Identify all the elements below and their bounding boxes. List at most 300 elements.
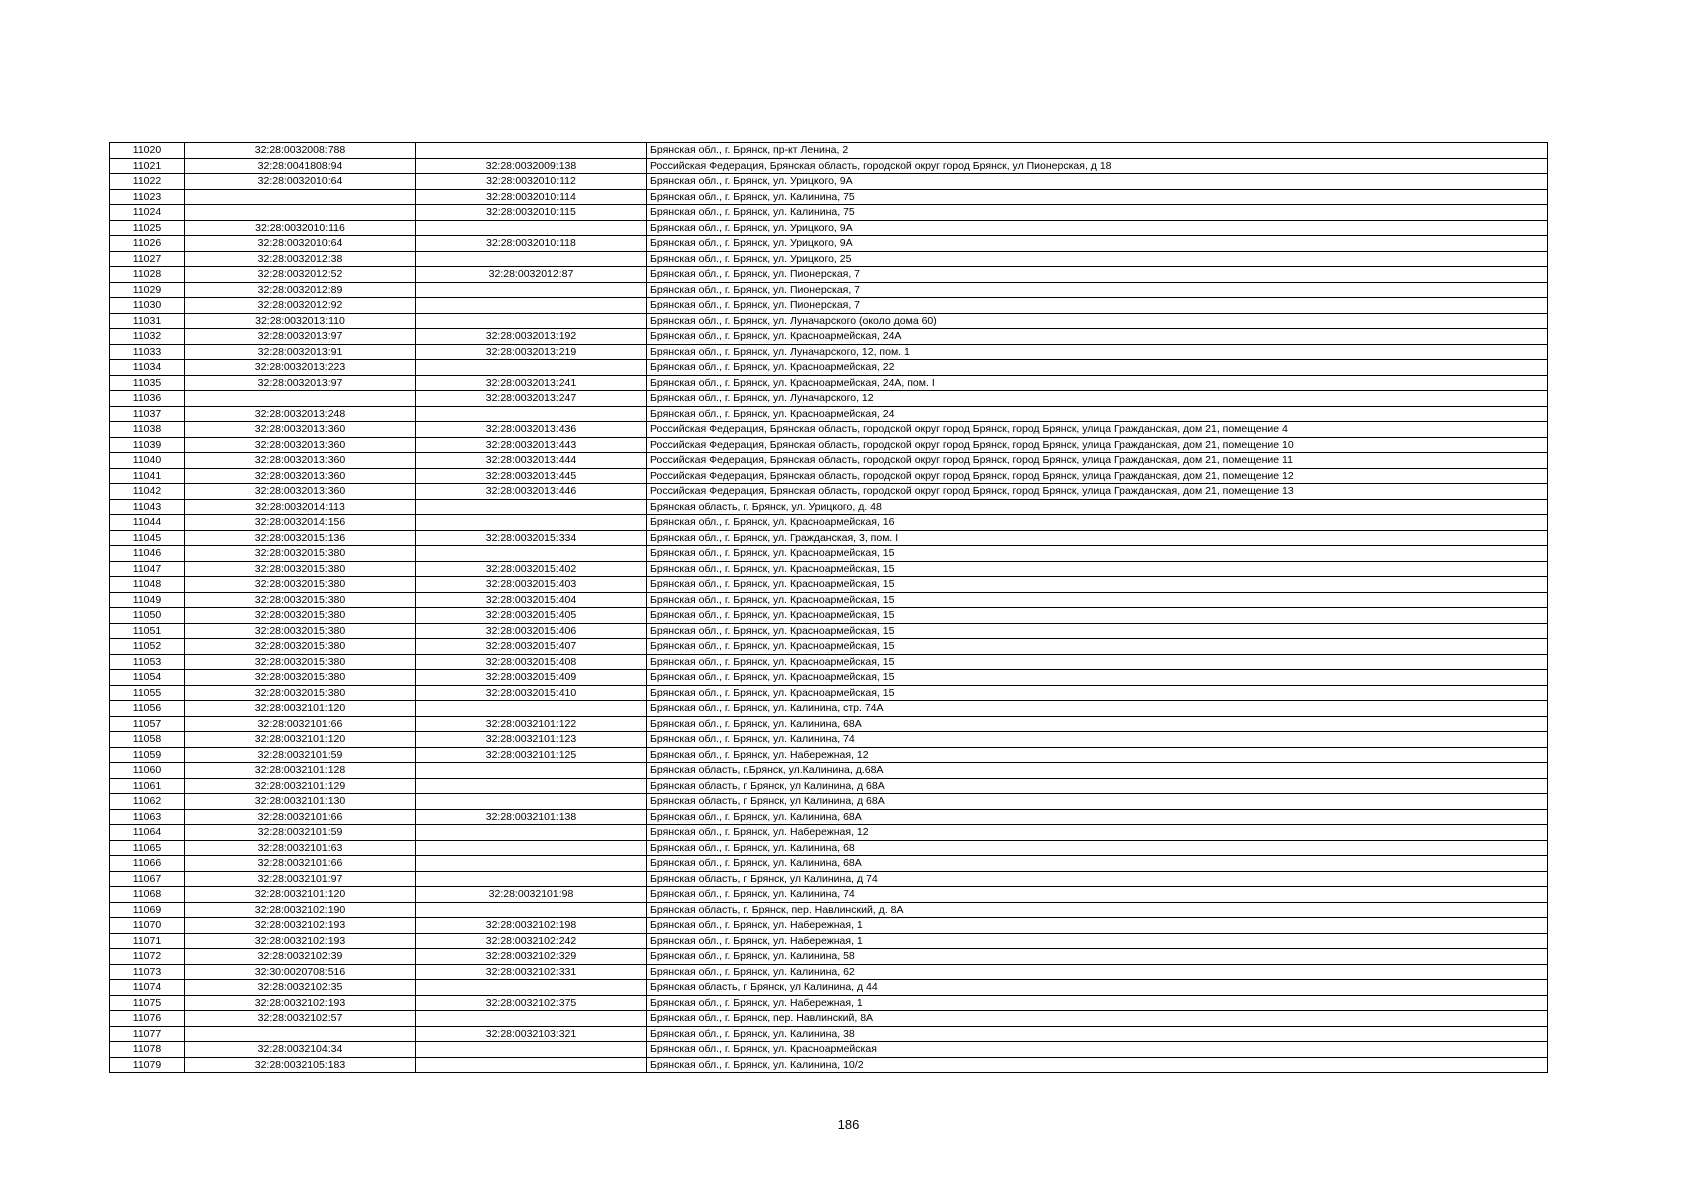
- address-cell: Брянская обл., г. Брянск, ул. Набережная, 1: [647, 918, 1548, 934]
- cadastral-number-cell: 32:28:0032101:59: [185, 747, 416, 763]
- registry-table: [109, 142, 1548, 1073]
- object-number-cell: 32:28:0032013:241: [416, 375, 647, 391]
- table-row: [110, 205, 1548, 221]
- address-cell: Брянская обл., г. Брянск, ул. Набережная, 1: [647, 995, 1548, 1011]
- table-row: [110, 344, 1548, 360]
- table-row: [110, 174, 1548, 190]
- address-cell: Брянская обл., г. Брянск, ул. Калинина, 75: [647, 189, 1548, 205]
- cadastral-number-cell: 32:28:0032013:360: [185, 453, 416, 469]
- row-number-cell: 11058: [110, 732, 185, 748]
- object-number-cell: [416, 546, 647, 562]
- table-row: [110, 716, 1548, 732]
- table-row: [110, 887, 1548, 903]
- table-row: [110, 763, 1548, 779]
- table-row: [110, 375, 1548, 391]
- table-row: [110, 406, 1548, 422]
- cadastral-number-cell: 32:28:0032015:380: [185, 670, 416, 686]
- object-number-cell: 32:28:0032015:402: [416, 561, 647, 577]
- object-number-cell: [416, 1057, 647, 1073]
- address-cell: Брянская обл., г. Брянск, пр-кт Ленина, 2: [647, 143, 1548, 159]
- address-cell: Брянская обл., г. Брянск, ул. Красноармейская, 15: [647, 561, 1548, 577]
- table-row: [110, 298, 1548, 314]
- address-cell: Брянская обл., г. Брянск, ул. Красноармейская, 15: [647, 623, 1548, 639]
- object-number-cell: 32:28:0032010:112: [416, 174, 647, 190]
- cadastral-number-cell: 32:28:0032102:193: [185, 918, 416, 934]
- table-row: [110, 499, 1548, 515]
- object-number-cell: 32:28:0032101:98: [416, 887, 647, 903]
- table-row: [110, 313, 1548, 329]
- row-number-cell: 11068: [110, 887, 185, 903]
- row-number-cell: 11063: [110, 809, 185, 825]
- row-number-cell: 11049: [110, 592, 185, 608]
- object-number-cell: 32:28:0032015:410: [416, 685, 647, 701]
- address-cell: Брянская обл., г. Брянск, ул. Красноармейская, 15: [647, 546, 1548, 562]
- row-number-cell: 11028: [110, 267, 185, 283]
- address-cell: Брянская обл., г. Брянск, ул. Пионерская, 7: [647, 282, 1548, 298]
- row-number-cell: 11061: [110, 778, 185, 794]
- row-number-cell: 11030: [110, 298, 185, 314]
- table-row: [110, 871, 1548, 887]
- table-row: [110, 856, 1548, 872]
- table-row: [110, 236, 1548, 252]
- cadastral-number-cell: 32:28:0032101:120: [185, 701, 416, 717]
- address-cell: Брянская область, г Брянск, ул Калинина, д 44: [647, 980, 1548, 996]
- object-number-cell: 32:28:0032015:407: [416, 639, 647, 655]
- row-number-cell: 11073: [110, 964, 185, 980]
- row-number-cell: 11039: [110, 437, 185, 453]
- cadastral-number-cell: 32:28:0032013:360: [185, 422, 416, 438]
- address-cell: Брянская область, г. Брянск, ул. Урицкого, д. 48: [647, 499, 1548, 515]
- object-number-cell: [416, 251, 647, 267]
- cadastral-number-cell: 32:28:0032013:91: [185, 344, 416, 360]
- cadastral-number-cell: 32:28:0032013:360: [185, 468, 416, 484]
- object-number-cell: 32:28:0032102:331: [416, 964, 647, 980]
- cadastral-number-cell: 32:28:0032013:248: [185, 406, 416, 422]
- cadastral-number-cell: 32:28:0032102:57: [185, 1011, 416, 1027]
- row-number-cell: 11031: [110, 313, 185, 329]
- table-row: [110, 701, 1548, 717]
- object-number-cell: [416, 794, 647, 810]
- object-number-cell: 32:28:0032013:445: [416, 468, 647, 484]
- object-number-cell: 32:28:0032101:123: [416, 732, 647, 748]
- cadastral-number-cell: 32:28:0032013:97: [185, 329, 416, 345]
- table-row: [110, 158, 1548, 174]
- object-number-cell: 32:28:0032013:436: [416, 422, 647, 438]
- object-number-cell: 32:28:0032015:403: [416, 577, 647, 593]
- object-number-cell: [416, 763, 647, 779]
- table-row: [110, 964, 1548, 980]
- row-number-cell: 11054: [110, 670, 185, 686]
- object-number-cell: 32:28:0032101:138: [416, 809, 647, 825]
- table-row: [110, 592, 1548, 608]
- address-cell: Брянская обл., г. Брянск, ул. Урицкого, 9А: [647, 174, 1548, 190]
- row-number-cell: 11048: [110, 577, 185, 593]
- table-row: [110, 809, 1548, 825]
- cadastral-number-cell: 32:28:0032101:120: [185, 887, 416, 903]
- address-cell: Брянская обл., г. Брянск, ул. Красноармейская, 15: [647, 608, 1548, 624]
- row-number-cell: 11033: [110, 344, 185, 360]
- address-cell: Брянская обл., г. Брянск, ул. Красноармейская, 24А, пом. I: [647, 375, 1548, 391]
- address-cell: Брянская обл., г. Брянск, ул. Луначарского, 12, пом. 1: [647, 344, 1548, 360]
- table-row: [110, 546, 1548, 562]
- cadastral-number-cell: 32:28:0032101:129: [185, 778, 416, 794]
- row-number-cell: 11026: [110, 236, 185, 252]
- object-number-cell: 32:28:0032015:409: [416, 670, 647, 686]
- row-number-cell: 11074: [110, 980, 185, 996]
- cadastral-number-cell: 32:28:0032014:156: [185, 515, 416, 531]
- row-number-cell: 11071: [110, 933, 185, 949]
- object-number-cell: [416, 143, 647, 159]
- cadastral-number-cell: 32:28:0032013:360: [185, 484, 416, 500]
- address-cell: Брянская обл., г. Брянск, ул. Калинина, 68А: [647, 716, 1548, 732]
- row-number-cell: 11029: [110, 282, 185, 298]
- cadastral-number-cell: 32:28:0032008:788: [185, 143, 416, 159]
- address-cell: Брянская область, г Брянск, ул Калинина, д 68А: [647, 794, 1548, 810]
- cadastral-number-cell: 32:28:0032013:360: [185, 437, 416, 453]
- cadastral-number-cell: [185, 391, 416, 407]
- table-row: [110, 453, 1548, 469]
- table-row: [110, 391, 1548, 407]
- row-number-cell: 11021: [110, 158, 185, 174]
- cadastral-number-cell: 32:28:0032015:380: [185, 623, 416, 639]
- cadastral-number-cell: 32:28:0032010:64: [185, 174, 416, 190]
- table-row: [110, 685, 1548, 701]
- address-cell: Брянская обл., г. Брянск, ул. Пионерская, 7: [647, 298, 1548, 314]
- object-number-cell: [416, 778, 647, 794]
- address-cell: Брянская обл., г. Брянск, ул. Гражданская, 3, пом. I: [647, 530, 1548, 546]
- address-cell: Российская Федерация, Брянская область, городской округ город Брянск, город Брянск, улица Гражданская, дом 21, помещение 13: [647, 484, 1548, 500]
- row-number-cell: 11022: [110, 174, 185, 190]
- object-number-cell: [416, 840, 647, 856]
- object-number-cell: 32:28:0032015:408: [416, 654, 647, 670]
- cadastral-number-cell: [185, 1026, 416, 1042]
- table-row: [110, 623, 1548, 639]
- address-cell: Брянская обл., г. Брянск, ул. Красноармейская, 15: [647, 592, 1548, 608]
- row-number-cell: 11032: [110, 329, 185, 345]
- object-number-cell: 32:28:0032010:118: [416, 236, 647, 252]
- object-number-cell: 32:28:0032012:87: [416, 267, 647, 283]
- cadastral-number-cell: 32:28:0032015:380: [185, 639, 416, 655]
- table-row: [110, 360, 1548, 376]
- object-number-cell: 32:28:0032013:444: [416, 453, 647, 469]
- row-number-cell: 11056: [110, 701, 185, 717]
- address-cell: Брянская обл., г. Брянск, ул. Красноармейская, 22: [647, 360, 1548, 376]
- object-number-cell: [416, 313, 647, 329]
- object-number-cell: 32:28:0032102:198: [416, 918, 647, 934]
- table-body: [110, 143, 1548, 1073]
- row-number-cell: 11066: [110, 856, 185, 872]
- table-row: [110, 530, 1548, 546]
- row-number-cell: 11062: [110, 794, 185, 810]
- table-row: [110, 189, 1548, 205]
- address-cell: Брянская обл., г. Брянск, ул. Красноармейская, 15: [647, 654, 1548, 670]
- object-number-cell: [416, 980, 647, 996]
- table-row: [110, 561, 1548, 577]
- object-number-cell: [416, 515, 647, 531]
- address-cell: Брянская обл., г. Брянск, ул. Луначарского (около дома 60): [647, 313, 1548, 329]
- address-cell: Брянская обл., г. Брянск, ул. Красноармейская, 24А: [647, 329, 1548, 345]
- address-cell: Брянская обл., г. Брянск, ул. Урицкого, 9А: [647, 236, 1548, 252]
- row-number-cell: 11043: [110, 499, 185, 515]
- cadastral-number-cell: [185, 205, 416, 221]
- row-number-cell: 11044: [110, 515, 185, 531]
- object-number-cell: 32:28:0032015:406: [416, 623, 647, 639]
- cadastral-number-cell: 32:28:0032010:116: [185, 220, 416, 236]
- table-row: [110, 608, 1548, 624]
- table-row: [110, 918, 1548, 934]
- address-cell: Российская Федерация, Брянская область, городской округ город Брянск, город Брянск, улица Гражданская, дом 21, помещение 12: [647, 468, 1548, 484]
- cadastral-number-cell: 32:28:0032013:97: [185, 375, 416, 391]
- table-row: [110, 747, 1548, 763]
- table-row: [110, 1026, 1548, 1042]
- object-number-cell: 32:28:0032015:334: [416, 530, 647, 546]
- row-number-cell: 11077: [110, 1026, 185, 1042]
- cadastral-number-cell: 32:28:0032101:66: [185, 856, 416, 872]
- cadastral-number-cell: 32:28:0032101:63: [185, 840, 416, 856]
- cadastral-number-cell: 32:28:0032102:39: [185, 949, 416, 965]
- address-cell: Брянская обл., г. Брянск, ул. Калинина, 62: [647, 964, 1548, 980]
- row-number-cell: 11072: [110, 949, 185, 965]
- cadastral-number-cell: 32:28:0032101:130: [185, 794, 416, 810]
- row-number-cell: 11024: [110, 205, 185, 221]
- cadastral-number-cell: 32:28:0032015:380: [185, 577, 416, 593]
- object-number-cell: [416, 902, 647, 918]
- cadastral-number-cell: 32:28:0032015:380: [185, 654, 416, 670]
- row-number-cell: 11045: [110, 530, 185, 546]
- address-cell: Брянская обл., г. Брянск, ул. Калинина, 68А: [647, 809, 1548, 825]
- row-number-cell: 11065: [110, 840, 185, 856]
- cadastral-number-cell: 32:28:0032102:193: [185, 933, 416, 949]
- object-number-cell: 32:28:0032010:115: [416, 205, 647, 221]
- table-row: [110, 1057, 1548, 1073]
- object-number-cell: [416, 499, 647, 515]
- object-number-cell: 32:28:0032102:329: [416, 949, 647, 965]
- row-number-cell: 11079: [110, 1057, 185, 1073]
- table-row: [110, 794, 1548, 810]
- cadastral-number-cell: 32:28:0032014:113: [185, 499, 416, 515]
- row-number-cell: 11070: [110, 918, 185, 934]
- object-number-cell: [416, 360, 647, 376]
- cadastral-number-cell: 32:28:0032101:120: [185, 732, 416, 748]
- address-cell: Брянская обл., г. Брянск, ул. Калинина, 75: [647, 205, 1548, 221]
- address-cell: Брянская обл., г. Брянск, ул. Калинина, 68А: [647, 856, 1548, 872]
- cadastral-number-cell: 32:28:0032013:223: [185, 360, 416, 376]
- row-number-cell: 11038: [110, 422, 185, 438]
- row-number-cell: 11027: [110, 251, 185, 267]
- table-row: [110, 639, 1548, 655]
- row-number-cell: 11059: [110, 747, 185, 763]
- object-number-cell: [416, 298, 647, 314]
- table-row: [110, 437, 1548, 453]
- object-number-cell: 32:28:0032015:404: [416, 592, 647, 608]
- cadastral-number-cell: 32:28:0032013:110: [185, 313, 416, 329]
- row-number-cell: 11041: [110, 468, 185, 484]
- table-row: [110, 220, 1548, 236]
- row-number-cell: 11055: [110, 685, 185, 701]
- row-number-cell: 11067: [110, 871, 185, 887]
- cadastral-number-cell: 32:28:0032015:380: [185, 561, 416, 577]
- address-cell: Брянская обл., г. Брянск, ул. Красноармейская, 15: [647, 577, 1548, 593]
- row-number-cell: 11076: [110, 1011, 185, 1027]
- address-cell: Брянская обл., г. Брянск, ул. Калинина, 74: [647, 732, 1548, 748]
- table-row: [110, 840, 1548, 856]
- address-cell: Брянская обл., г. Брянск, ул. Красноармейская, 24: [647, 406, 1548, 422]
- address-cell: Брянская обл., г. Брянск, ул. Набережная, 12: [647, 747, 1548, 763]
- object-number-cell: 32:28:0032013:192: [416, 329, 647, 345]
- cadastral-number-cell: 32:28:0032015:380: [185, 546, 416, 562]
- address-cell: Брянская обл., г. Брянск, ул. Набережная, 12: [647, 825, 1548, 841]
- table-row: [110, 143, 1548, 159]
- address-cell: Российская Федерация, Брянская область, городской округ город Брянск, город Брянск, улица Гражданская, дом 21, помещение 10: [647, 437, 1548, 453]
- object-number-cell: 32:28:0032013:247: [416, 391, 647, 407]
- cadastral-number-cell: 32:28:0032015:136: [185, 530, 416, 546]
- object-number-cell: [416, 871, 647, 887]
- page-number: 186: [837, 1117, 860, 1132]
- address-cell: Брянская обл., г. Брянск, ул. Красноармейская, 15: [647, 685, 1548, 701]
- address-cell: Брянская обл., г. Брянск, ул. Урицкого, 9А: [647, 220, 1548, 236]
- row-number-cell: 11060: [110, 763, 185, 779]
- object-number-cell: 32:28:0032009:138: [416, 158, 647, 174]
- table-row: [110, 468, 1548, 484]
- address-cell: Российская Федерация, Брянская область, городской округ город Брянск, город Брянск, улица Гражданская, дом 21, помещение 4: [647, 422, 1548, 438]
- object-number-cell: [416, 220, 647, 236]
- object-number-cell: [416, 282, 647, 298]
- address-cell: Брянская обл., г. Брянск, ул. Пионерская, 7: [647, 267, 1548, 283]
- row-number-cell: 11051: [110, 623, 185, 639]
- address-cell: Брянская область, г Брянск, ул Калинина, д 74: [647, 871, 1548, 887]
- object-number-cell: 32:28:0032015:405: [416, 608, 647, 624]
- object-number-cell: [416, 406, 647, 422]
- object-number-cell: 32:28:0032103:321: [416, 1026, 647, 1042]
- address-cell: Брянская область, г. Брянск, пер. Навлинский, д. 8А: [647, 902, 1548, 918]
- row-number-cell: 11069: [110, 902, 185, 918]
- row-number-cell: 11037: [110, 406, 185, 422]
- row-number-cell: 11050: [110, 608, 185, 624]
- object-number-cell: [416, 1011, 647, 1027]
- table-row: [110, 654, 1548, 670]
- table-row: [110, 251, 1548, 267]
- object-number-cell: 32:28:0032101:125: [416, 747, 647, 763]
- cadastral-number-cell: 32:28:0032102:190: [185, 902, 416, 918]
- table-row: [110, 902, 1548, 918]
- cadastral-number-cell: 32:28:0032101:97: [185, 871, 416, 887]
- address-cell: Брянская обл., г. Брянск, ул. Калинина, 38: [647, 1026, 1548, 1042]
- address-cell: Брянская обл., г. Брянск, пер. Навлинский, 8А: [647, 1011, 1548, 1027]
- address-cell: Брянская обл., г. Брянск, ул. Красноармейская, 15: [647, 670, 1548, 686]
- table-row: [110, 732, 1548, 748]
- row-number-cell: 11042: [110, 484, 185, 500]
- address-cell: Брянская область, г Брянск, ул Калинина, д 68А: [647, 778, 1548, 794]
- object-number-cell: 32:28:0032102:242: [416, 933, 647, 949]
- row-number-cell: 11064: [110, 825, 185, 841]
- address-cell: Брянская обл., г. Брянск, ул. Красноармейская: [647, 1042, 1548, 1058]
- address-cell: Брянская обл., г. Брянск, ул. Калинина, 10/2: [647, 1057, 1548, 1073]
- cadastral-number-cell: 32:28:0032104:34: [185, 1042, 416, 1058]
- address-cell: Брянская обл., г. Брянск, ул. Красноармейская, 16: [647, 515, 1548, 531]
- cadastral-number-cell: 32:30:0020708:516: [185, 964, 416, 980]
- object-number-cell: [416, 701, 647, 717]
- row-number-cell: 11057: [110, 716, 185, 732]
- cadastral-number-cell: 32:28:0032101:128: [185, 763, 416, 779]
- row-number-cell: 11035: [110, 375, 185, 391]
- cadastral-number-cell: 32:28:0032102:193: [185, 995, 416, 1011]
- object-number-cell: 32:28:0032010:114: [416, 189, 647, 205]
- cadastral-number-cell: 32:28:0032101:59: [185, 825, 416, 841]
- row-number-cell: 11020: [110, 143, 185, 159]
- address-cell: Брянская обл., г. Брянск, ул. Набережная, 1: [647, 933, 1548, 949]
- table-row: [110, 267, 1548, 283]
- cadastral-number-cell: [185, 189, 416, 205]
- table-row: [110, 515, 1548, 531]
- table-row: [110, 933, 1548, 949]
- address-cell: Брянская обл., г. Брянск, ул. Красноармейская, 15: [647, 639, 1548, 655]
- table-row: [110, 329, 1548, 345]
- row-number-cell: 11052: [110, 639, 185, 655]
- cadastral-number-cell: 32:28:0032015:380: [185, 592, 416, 608]
- table-row: [110, 778, 1548, 794]
- cadastral-number-cell: 32:28:0032015:380: [185, 608, 416, 624]
- row-number-cell: 11025: [110, 220, 185, 236]
- object-number-cell: [416, 1042, 647, 1058]
- address-cell: Брянская обл., г. Брянск, ул. Калинина, 68: [647, 840, 1548, 856]
- address-cell: Брянская обл., г. Брянск, ул. Калинина, стр. 74А: [647, 701, 1548, 717]
- object-number-cell: 32:28:0032013:443: [416, 437, 647, 453]
- cadastral-number-cell: 32:28:0032101:66: [185, 716, 416, 732]
- row-number-cell: 11034: [110, 360, 185, 376]
- address-cell: Брянская обл., г. Брянск, ул. Калинина, 58: [647, 949, 1548, 965]
- row-number-cell: 11036: [110, 391, 185, 407]
- object-number-cell: 32:28:0032013:219: [416, 344, 647, 360]
- object-number-cell: [416, 825, 647, 841]
- row-number-cell: 11053: [110, 654, 185, 670]
- table-row: [110, 577, 1548, 593]
- cadastral-number-cell: 32:28:0032105:183: [185, 1057, 416, 1073]
- address-cell: Брянская область, г.Брянск, ул.Калинина, д.68А: [647, 763, 1548, 779]
- row-number-cell: 11078: [110, 1042, 185, 1058]
- cadastral-number-cell: 32:28:0032012:92: [185, 298, 416, 314]
- object-number-cell: 32:28:0032102:375: [416, 995, 647, 1011]
- address-cell: Брянская обл., г. Брянск, ул. Луначарского, 12: [647, 391, 1548, 407]
- table-row: [110, 949, 1548, 965]
- row-number-cell: 11075: [110, 995, 185, 1011]
- cadastral-number-cell: 32:28:0032015:380: [185, 685, 416, 701]
- row-number-cell: 11047: [110, 561, 185, 577]
- cadastral-number-cell: 32:28:0032012:38: [185, 251, 416, 267]
- cadastral-number-cell: 32:28:0032012:52: [185, 267, 416, 283]
- row-number-cell: 11023: [110, 189, 185, 205]
- object-number-cell: 32:28:0032013:446: [416, 484, 647, 500]
- table-row: [110, 484, 1548, 500]
- table-row: [110, 1011, 1548, 1027]
- cadastral-number-cell: 32:28:0032102:35: [185, 980, 416, 996]
- row-number-cell: 11046: [110, 546, 185, 562]
- row-number-cell: 11040: [110, 453, 185, 469]
- address-cell: Брянская обл., г. Брянск, ул. Урицкого, 25: [647, 251, 1548, 267]
- table-row: [110, 282, 1548, 298]
- cadastral-number-cell: 32:28:0032101:66: [185, 809, 416, 825]
- cadastral-number-cell: 32:28:0041808:94: [185, 158, 416, 174]
- table-row: [110, 670, 1548, 686]
- address-cell: Брянская обл., г. Брянск, ул. Калинина, 74: [647, 887, 1548, 903]
- cadastral-number-cell: 32:28:0032010:64: [185, 236, 416, 252]
- table-row: [110, 995, 1548, 1011]
- address-cell: Российская Федерация, Брянская область, городской округ город Брянск, ул Пионерская, д 18: [647, 158, 1548, 174]
- table-row: [110, 1042, 1548, 1058]
- table-row: [110, 980, 1548, 996]
- object-number-cell: 32:28:0032101:122: [416, 716, 647, 732]
- cadastral-number-cell: 32:28:0032012:89: [185, 282, 416, 298]
- object-number-cell: [416, 856, 647, 872]
